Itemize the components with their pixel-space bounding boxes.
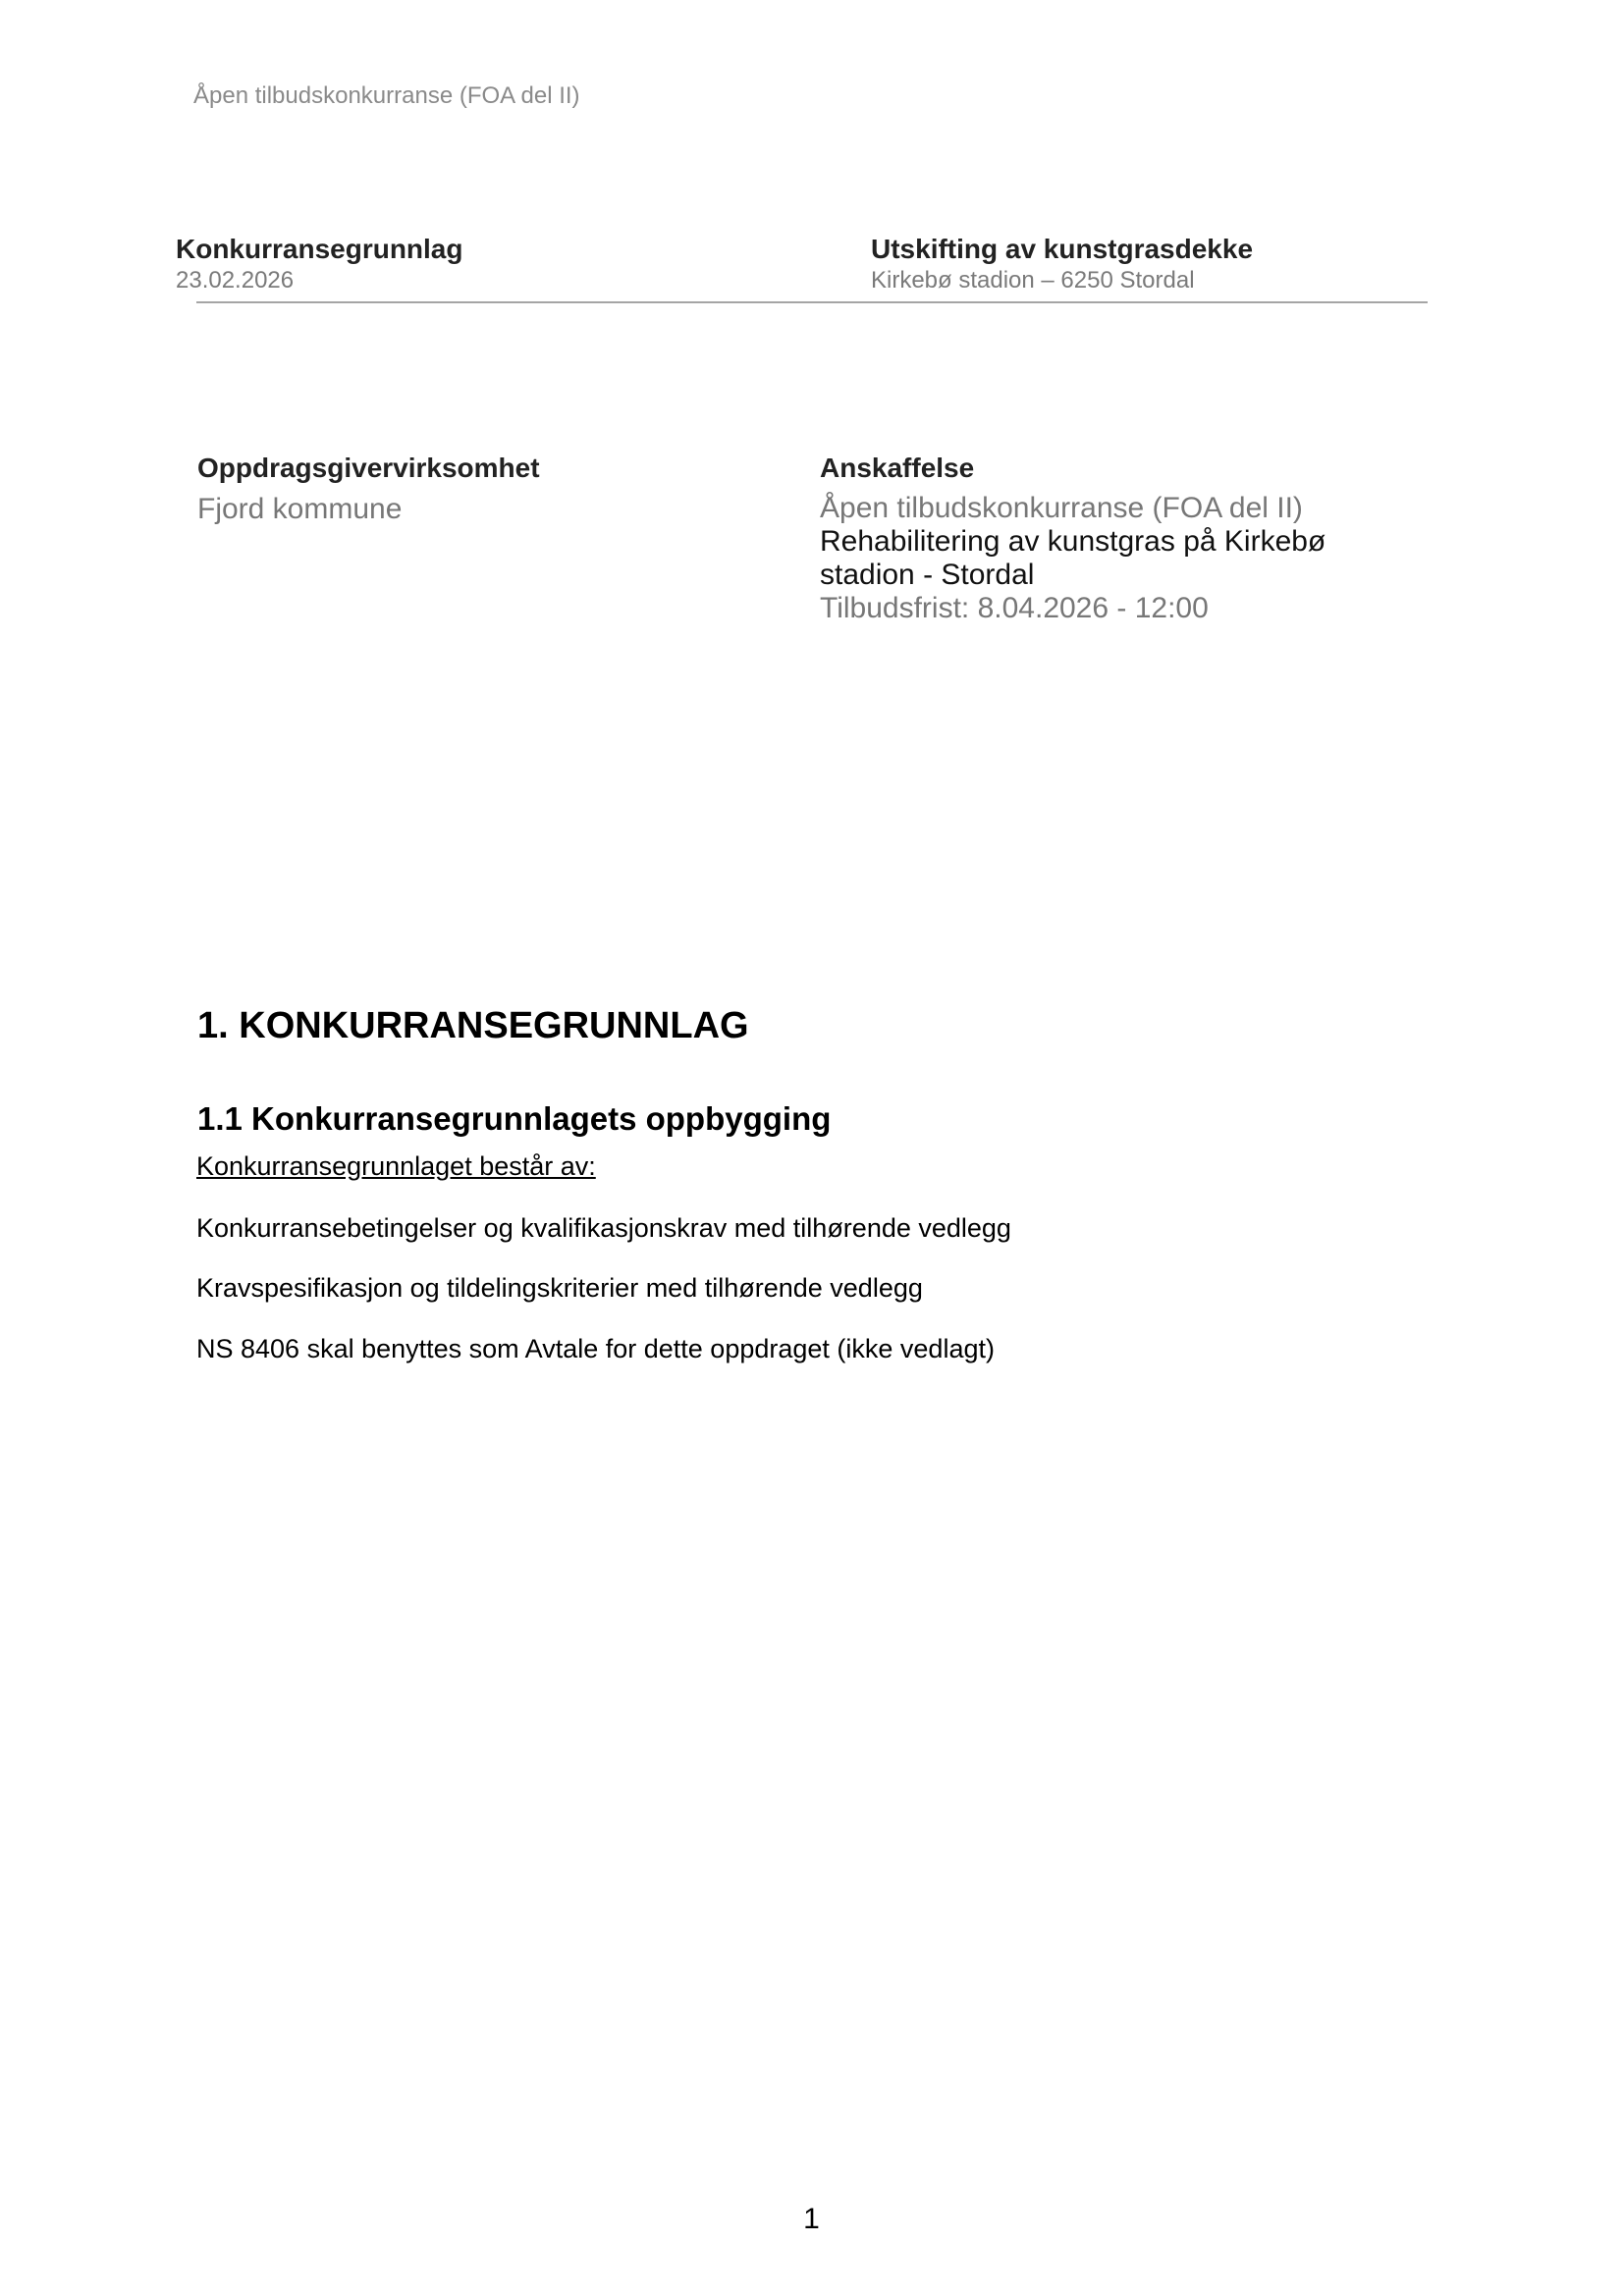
running-header: Åpen tilbudskonkurranse (FOA del II)	[193, 82, 580, 109]
tender-deadline: Tilbudsfrist: 8.04.2026 - 12:00	[820, 592, 1209, 624]
procurement-procedure: Åpen tilbudskonkurranse (FOA del II)	[820, 492, 1303, 524]
project-location: Kirkebø stadion – 6250 Stordal	[871, 267, 1195, 294]
client-name: Fjord kommune	[197, 493, 403, 525]
document-type: Konkurransegrunnlag	[176, 234, 463, 264]
document-item: Konkurransebetingelser og kvalifikasjonskrav med tilhørende vedlegg	[196, 1213, 1011, 1243]
section-heading: 1. KONKURRANSEGRUNNLAG	[197, 1005, 749, 1046]
procurement-label: Anskaffelse	[820, 453, 975, 483]
document-item: NS 8406 skal benyttes som Avtale for dette oppdraget (ikke vedlagt)	[196, 1334, 995, 1363]
client-label: Oppdragsgivervirksomhet	[197, 453, 540, 483]
project-name: Utskifting av kunstgrasdekke	[871, 234, 1254, 264]
procurement-block	[820, 453, 1325, 625]
page-number: 1	[803, 2203, 820, 2235]
header-divider	[196, 301, 1428, 303]
procurement-title-line-2: stadion - Stordal	[820, 559, 1035, 591]
subsection-heading: 1.1 Konkurransegrunnlagets oppbygging	[197, 1100, 832, 1137]
procurement-title-line-1: Rehabilitering av kunstgras på Kirkebø	[820, 525, 1326, 558]
document-date: 23.02.2026	[176, 267, 295, 294]
section-intro: Konkurransegrunnlaget består av:	[196, 1151, 596, 1181]
document-item: Kravspesifikasjon og tildelingskriterier med tilhørende vedlegg	[196, 1273, 923, 1303]
